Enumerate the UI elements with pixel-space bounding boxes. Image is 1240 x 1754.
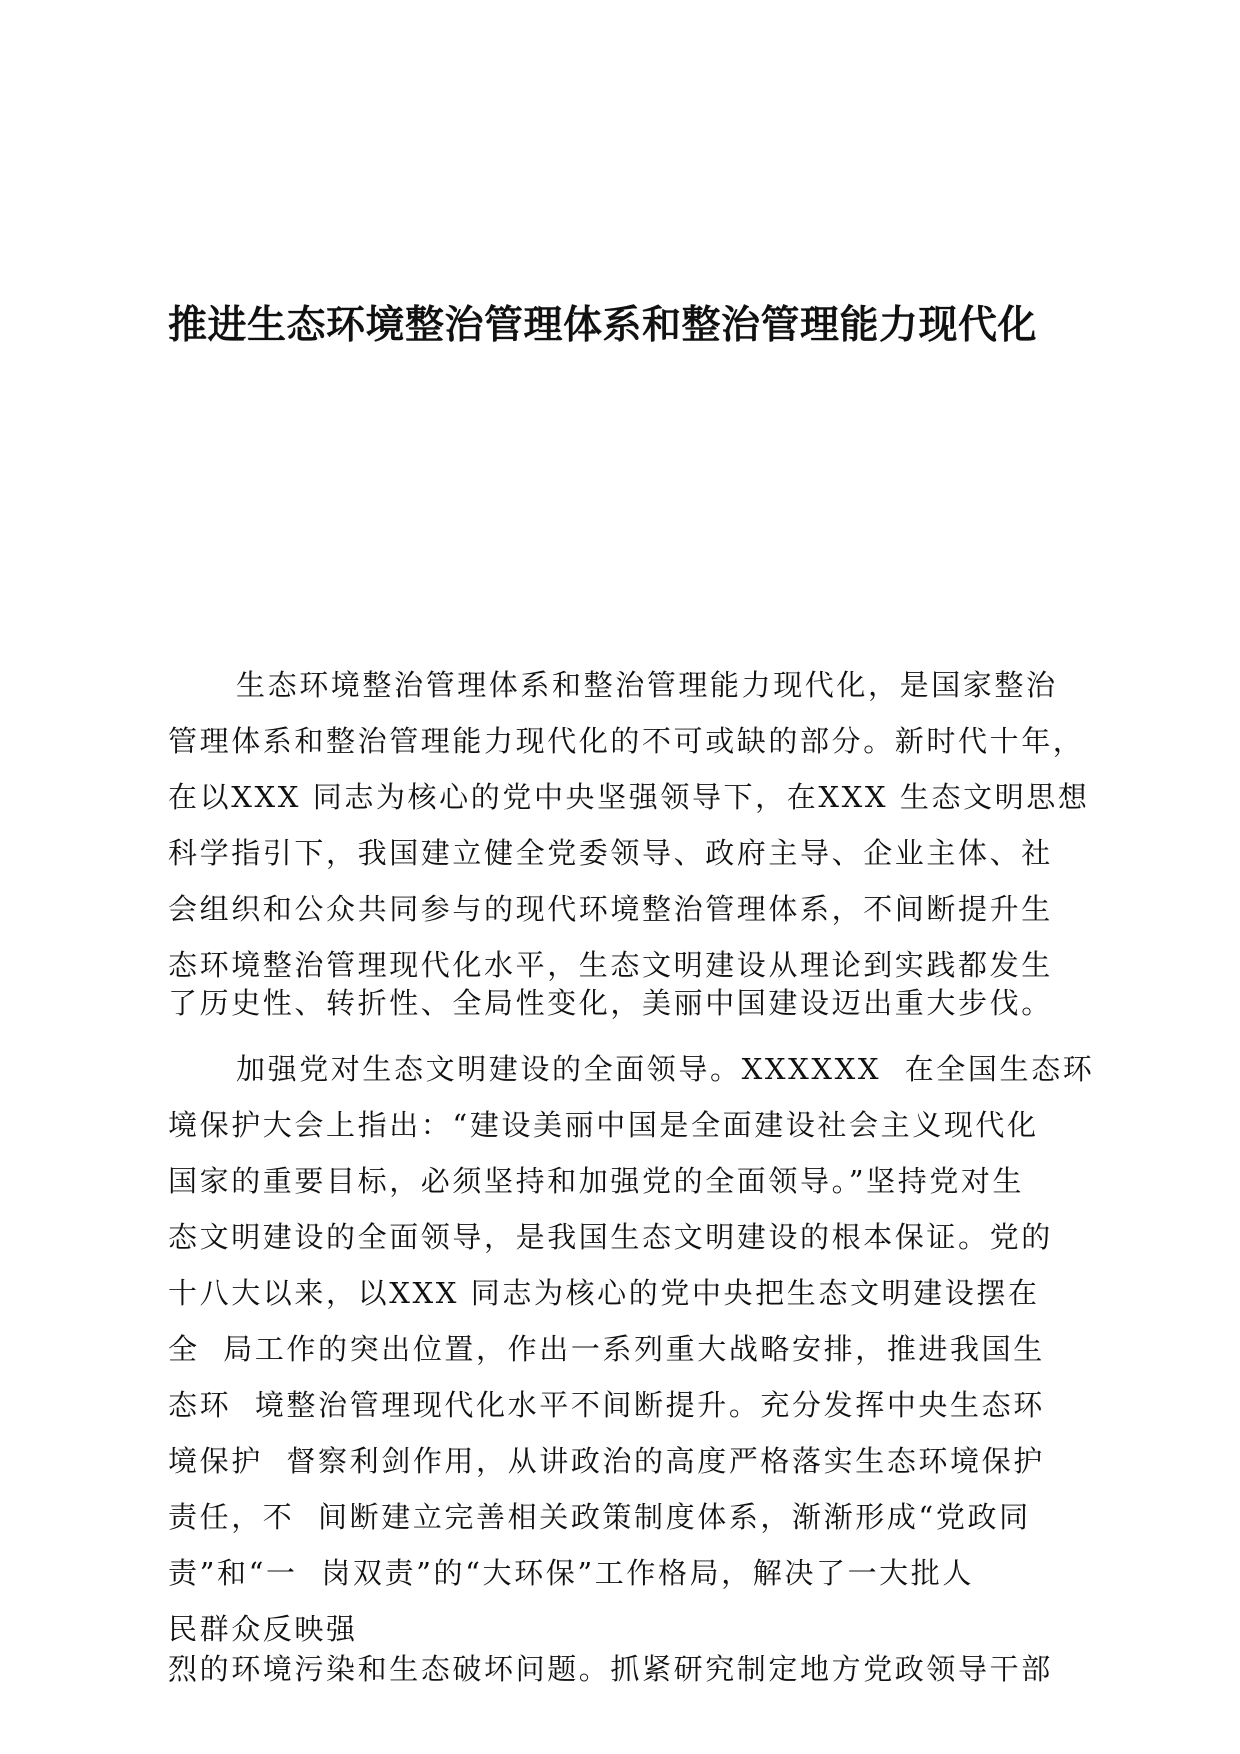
paragraph-line: 烈的环境污染和生态破坏问题。抓紧研究制定地方党政领导干部 — [168, 1652, 1053, 1686]
paragraph-line: 全 局工作的突出位置，作出一系列重大战略安排，推进我国生 — [168, 1332, 1045, 1366]
paragraph-line: 态文明建设的全面领导，是我国生态文明建设的根本保证。党的 — [168, 1220, 1053, 1254]
paragraph-line: 加强党对生态文明建设的全面领导。XXXXXX 在全国生态环 — [236, 1052, 1095, 1086]
paragraph-line: 科学指引下，我国建立健全党委领导、政府主导、企业主体、社 — [168, 836, 1053, 870]
paragraph-line: 十八大以来，以XXX 同志为核心的党中央把生态文明建设摆在 — [168, 1276, 1040, 1310]
paragraph-line: 境保护大会上指出：“建设美丽中国是全面建设社会主义现代化 — [168, 1108, 1039, 1142]
paragraph-line: 管理体系和整治管理能力现代化的不可或缺的部分。新时代十年， — [168, 724, 1085, 758]
paragraph-1 — [168, 657, 1106, 993]
paragraph-line: 国家的重要目标，必须坚持和加强党的全面领导。”坚持党对生 — [168, 1164, 1025, 1198]
paragraph-line: 态环境整治管理现代化水平，生态文明建设从理论到实践都发生 — [168, 948, 1053, 982]
paragraph-line: 责任，不 间断建立完善相关政策制度体系，渐渐形成“党政同 — [168, 1500, 1031, 1534]
document-title: 推进生态环境整治管理体系和整治管理能力现代化 — [168, 303, 1038, 348]
paragraph-line: 在以XXX 同志为核心的党中央坚强领导下，在XXX 生态文明思想 — [168, 780, 1090, 814]
paragraph-line: 民群众反映强 — [168, 1612, 358, 1646]
paragraph-line: 生态环境整治管理体系和整治管理能力现代化，是国家整治 — [236, 668, 1058, 702]
paragraph-line: 了历史性、转折性、全局性变化，美丽中国建设迈出重大步伐。 — [168, 986, 1053, 1020]
paragraph-line: 责”和“一 岗双责”的“大环保”工作格局，解决了一大批人 — [168, 1556, 974, 1590]
paragraph-line: 境保护 督察利剑作用，从讲政治的高度严格落实生态环境保护 — [168, 1444, 1045, 1478]
paragraph-2-tail — [168, 1641, 1106, 1697]
paragraph-1-tail — [168, 975, 1106, 1031]
paragraph-line: 态环 境整治管理现代化水平不间断提升。充分发挥中央生态环 — [168, 1388, 1045, 1422]
paragraph-2 — [168, 1041, 1106, 1657]
paragraph-line: 会组织和公众共同参与的现代环境整治管理体系，不间断提升生 — [168, 892, 1053, 926]
